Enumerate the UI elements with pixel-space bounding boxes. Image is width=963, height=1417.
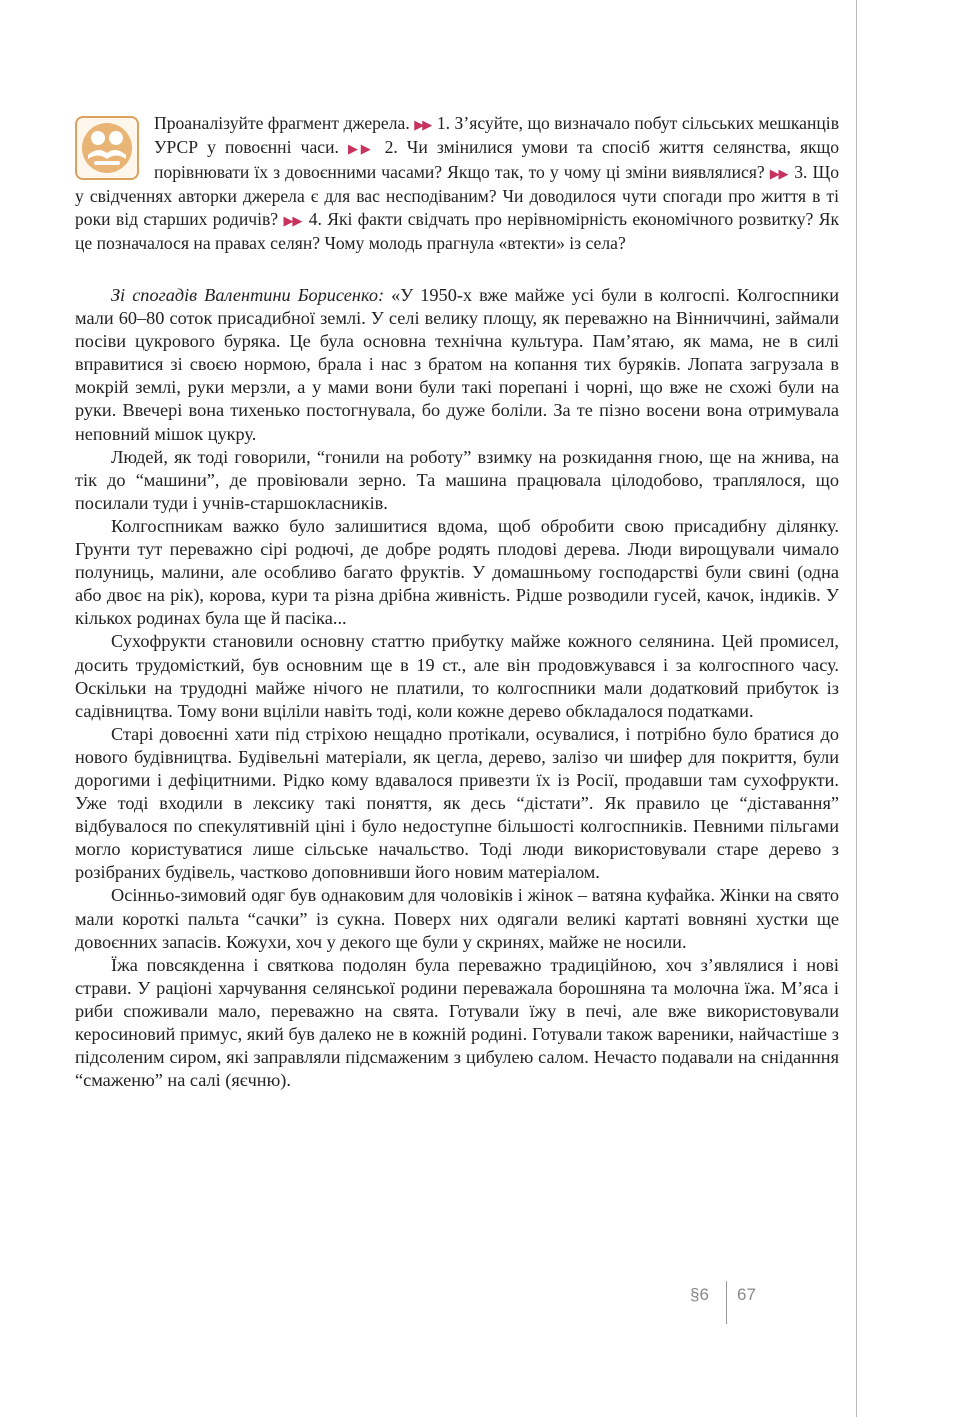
source-paragraph-text: «У 1950-х вже майже усі були в колгоспі. Колгоспники мали 60–80 соток присадибної землі. У селі велику площу, як переважно на Вінниччині, займали посіви цукрового буряка. Це була основна технічна культура. Пам’ятаю, як мама, не в силі вправитися зі своєю нормою, брала і нас з братом на копання тих буряків. Лопата загрузала в мокрій землі, руки мерзли, а у мами вони були такі порепані і чорні, що вже не схожі були на руки. Ввечері вона тихенько постогнувала, бо дуже боліли. За те пізно восени вона отримувала неповний мішок цукру.: [75, 285, 839, 444]
task-question-2: 2. Чи змінилися умови та спосіб життя селянства, якщо порівнювати їх з довоєнними часами? Якщо так, то у чому ці зміни виявлялися?: [154, 137, 839, 182]
page-edge-rule: [856, 0, 857, 1417]
source-analysis-task: [75, 112, 839, 256]
page-number: 67: [737, 1285, 756, 1304]
question-arrow-icon: ▶▶: [348, 141, 374, 157]
source-paragraph: Їжа повсякденна і святкова подолян була переважно традиційною, хоч з’являлися і нові страви. У раціоні харчування селянської родини переважала борошняна та молочна їжа. М’яса і риби споживали мало, переважно на свята. Готували їжу в печі, але вже використовували керосиновий примус, який був далеко не в кожній родині. Готували також вареники, найчастіше з підсоленим сиром, які заправляли підсмаженим з цибулею салом. Нечасто подавали на сніданння “смаженю” на салі (яєчню).: [75, 954, 839, 1091]
source-paragraph: [75, 284, 839, 446]
question-arrow-icon: ▶▶: [283, 213, 302, 229]
source-paragraph: Старі довоєнні хати під стріхою нещадно протікали, осувалися, і потрібно було братися до нового будівництва. Будівельні матеріали, як цегла, дерево, залізо чи шифер для покриття, були дорогими і дефіцитними. Рідко кому вдавалося привезти їх із Росії, продавши там сухофрукти. Уже тоді входили в лексику такі поняття, як десь “дістати”. Як правило це “діставання” відбувалося по спекулятивній ціні і було недоступне більшості колгоспників. Певними пільгами могло користуватися лише сільське начальство. Тоді люди використовували старе дерево з розібраних будівель, частково доповнивши його новим матеріалом.: [75, 723, 839, 883]
section-number: §6: [690, 1285, 709, 1304]
source-paragraph: Людей, як тоді говорили, “гонили на роботу” взимку на розкидання гною, ще на жнива, на тік до “машини”, де провіювали зерно. Та машина працювала цілодобово, траплялося, що посилали туди і учнів-старшокласників.: [75, 446, 839, 513]
question-arrow-icon: ▶▶: [414, 117, 431, 132]
source-paragraph: Осінньо-зимовий одяг був однаковим для чоловіків і жінок – ватяна куфайка. Жінки на свято мали короткі пальта “сачки” із сукна. Поверх них одягали великі картаті вовняні хустки ще довоєнних запасів. Кожухи, хоч у декого ще були у скринях, майже не носили.: [75, 885, 839, 952]
task-question-4: 4. Які факти свідчать про нерівномірність економічного розвитку? Як це позначалося на правах селян? Чому молодь прагнула «втекти» із села?: [75, 209, 839, 254]
source-excerpt: [75, 284, 839, 1092]
source-paragraph: Колгоспникам важко було залишитися вдома, щоб обробити свою присадибну ділянку. Грунти тут переважно сірі родючі, де добре родять плодові дерева. Люди вирощували чимало полуниць, малини, але особливо багато фруктів. У домашньому господарстві були свині (одна або двоє на рік), корова, кури та різна дрібна живність. Рідше розводили гусей, качок, індиків. У кількох родинах була ще й пасіка...: [75, 515, 839, 629]
icon-spacer: [75, 112, 154, 182]
footer-divider: [726, 1281, 727, 1324]
task-question-3: 3. Що у свідченнях авторки джерела є для вас несподіваним? Чи доводилося чути спогади про життя в ті роки від старших родичів?: [75, 161, 840, 230]
task-intro: Проаналізуйте фрагмент джерела.: [154, 113, 410, 133]
source-attribution: Зі спогадів Валентини Борисенко:: [111, 285, 385, 305]
task-question-1: 1. З’ясуйте, що визначало побут сільських мешканців УРСР у повоєнні часи.: [154, 113, 840, 158]
source-paragraph: Сухофрукти становили основну статтю прибутку майже кожного селянина. Цей промисел, досить трудомісткий, був основним ще в 19 ст., але він продовжувався і за колгоспного часу. Оскільки на трудодні майже нічого не платили, то колгоспники мали додатковий прибуток із садівництва. Тому вони вціліли навіть тоді, коли кожне дерево обкладалося податками.: [75, 631, 839, 721]
question-arrow-icon: ▶▶: [769, 165, 788, 181]
